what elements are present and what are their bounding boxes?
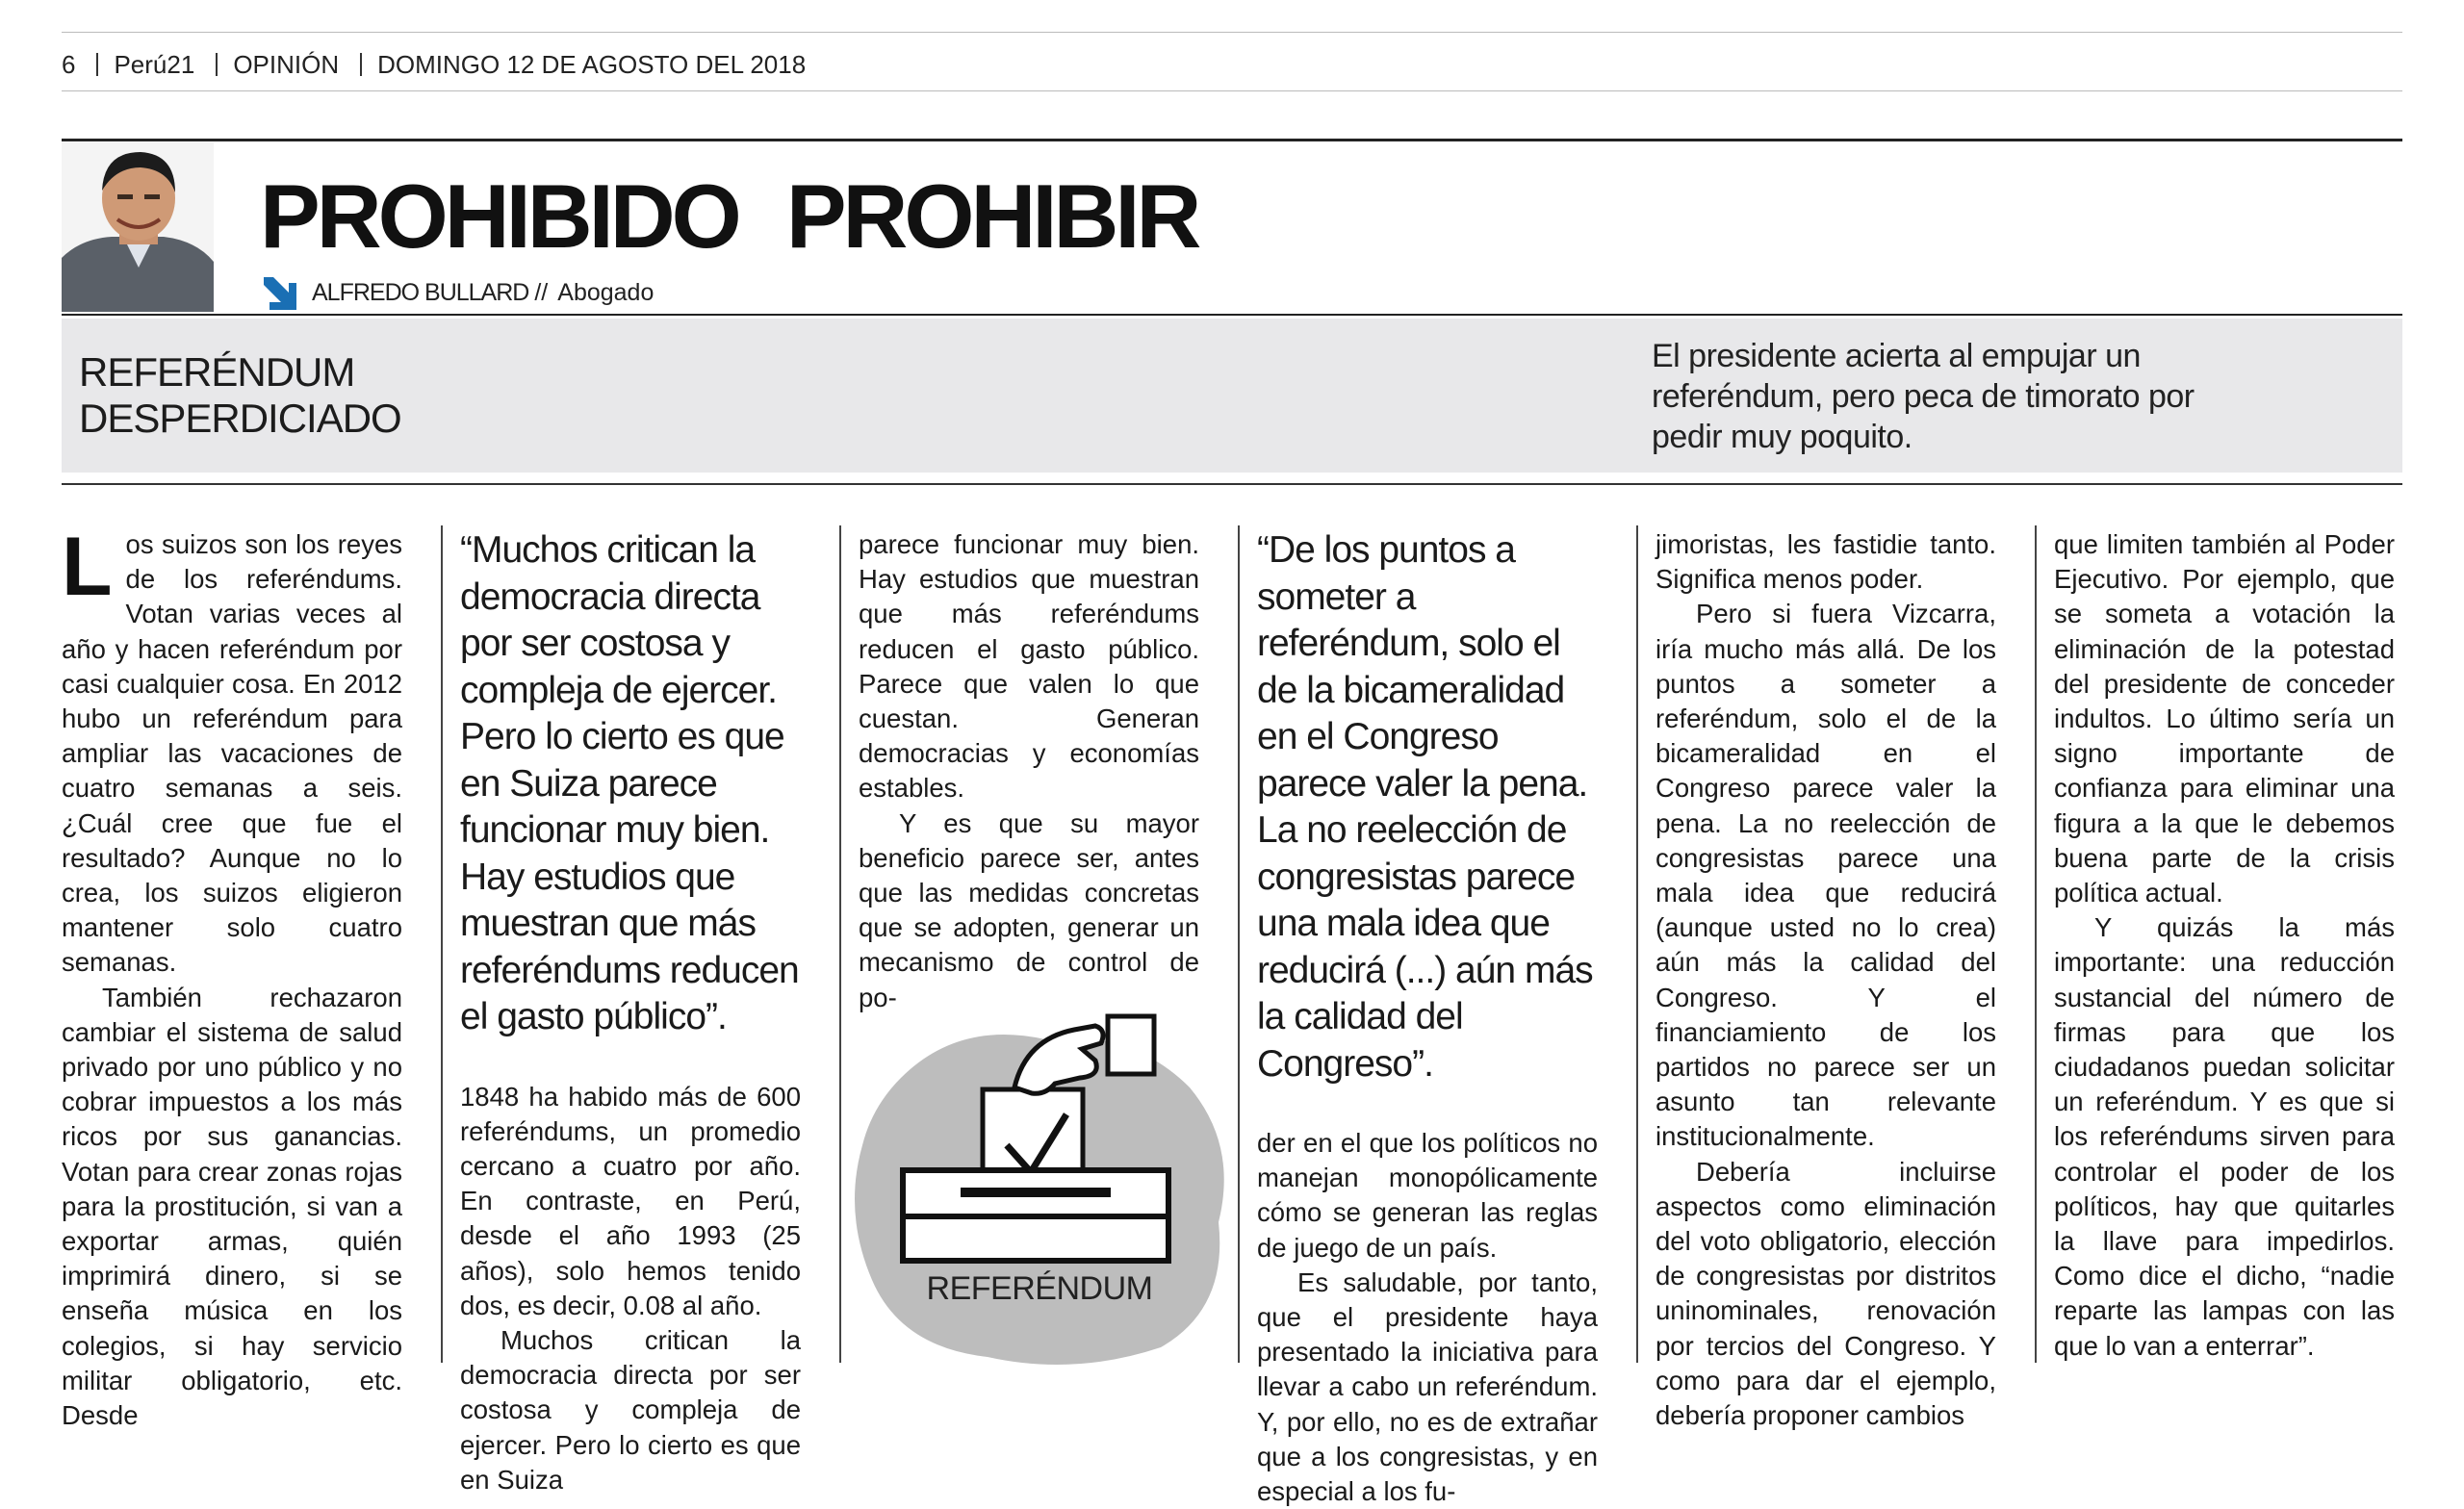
section-name: OPINIÓN [233,49,340,79]
paragraph: parece funcionar muy bien. Hay estudios que muestran que más referéndums reducen el gasto público. Parece que valen lo que cuestan. Generan democracias y economías estables. [859,529,1199,804]
pull-quote: “Muchos critican la democracia directa por ser costosa y compleja de ejercer. Pero lo cierto es que en Suiza parece funcionar muy bien. Hay estudios que muestran que más referéndums reducen el gasto público”. [460,529,799,1037]
folio-separator [216,53,218,76]
article-headline [79,349,401,442]
headline-band [62,319,2402,473]
referendum-illustration [843,1001,1236,1368]
ballot-box-icon [843,1001,1236,1368]
author-role: Abogado [557,278,654,306]
paragraph: Muchos critican la democracia directa por ser costosa y compleja de ejercer. Pero lo cierto es que en Suiza [460,1324,801,1495]
text-column-6 [2054,527,2395,1364]
text-column-5 [1656,527,1996,1433]
author-photo [62,142,214,312]
issue-date: DOMINGO 12 DE AGOSTO DEL 2018 [377,49,807,79]
paragraph: der en el que los políticos no manejan monopólicamente cómo se generan las reglas de juego de un país. [1257,1128,1598,1263]
paragraph: Y es que su mayor beneficio parece ser, antes que las medidas concretas que se adopten, generar un mecanismo de control de po- [859,807,1199,1012]
column-divider [441,525,443,1363]
paragraph: Y quizás la más importante: una reducción sustancial del número de firmas para que los ciudadanos puedan solicitar un referéndum. Y es que si los referéndums sirven para controlar el poder de los políticos, hay que quitarles la llave para impedirlos. Como dice el dicho, “nadie reparte las lampas con las que lo van a enterrar”. [2054,912,2395,1361]
text-column-1 [62,521,402,1433]
paragraph: Pero si fuera Vizcarra, iría mucho más allá. De los puntos a someter a referéndum, solo el de la bicameralidad en el Congreso parece valer la pena. La no reelección de congresistas parece una mala idea que reducirá (aunque usted no lo crea) aún más la calidad del Congreso. Y el financiamiento de los partidos no parece ser un asunto tan relevante institucionalmente. [1656,599,1996,1152]
illustration-label: REFERÉNDUM [926,1270,1153,1307]
pull-quote: “De los puntos a someter a referéndum, solo el de la bicameralidad en el Congreso parece valer la pena. La no reelección de congresistas parece una mala idea que reducirá (...) aún más la calidad del Congreso”. [1257,529,1593,1085]
author-name: ALFREDO BULLARD [312,278,529,306]
paragraph: que limiten también al Poder Ejecutivo. Por ejemplo, que se someta a votación la eliminación de la potestad del presidente de conceder indultos. Lo último sería un signo importante de confianza para eliminar una figura a la que le debemos buena parte de la crisis política actual. [2054,529,2395,908]
author-portrait-icon [62,142,214,312]
paragraph: También rechazaron cambiar el sistema de salud privado por uno público y no cobrar impuestos a los más ricos por sus ganancias. Votan para crear zonas rojas para la prostitución, si van a exportar armas, quién imprimirá dinero, si se enseña música en los colegios, si hay servicio militar obligatorio, etc. Desde [62,982,402,1431]
byline [260,276,654,309]
paragraph: jimoristas, les fastidie tanto. Significa menos poder. [1656,529,1996,595]
top-rule [62,32,2402,33]
folio-bar [62,44,2402,85]
header-rule [62,139,2402,141]
page-number: 6 [62,49,76,79]
paragraph: Es saludable, por tanto, que el presidente haya presentado la iniciativa para llevar a cabo un referéndum. Y, por ello, no es de extrañar que a los congresistas, y en especial a los fu- [1257,1266,1598,1507]
text-column-2 [460,527,801,1497]
folio-separator [360,53,362,76]
article-dek: El presidente acierta al empujar un referéndum, pero peca de timorato por pedir muy poquito. [1652,338,2194,455]
headline-line: DESPERDICIADO [79,396,401,441]
column-divider [839,525,841,1363]
band-top-rule [62,314,2402,316]
column-divider [1238,525,1240,1363]
publication-name: Perú21 [114,49,195,79]
column-divider [2035,525,2037,1363]
paragraph: 1848 ha habido más de 600 referéndums, un promedio cercano a cuatro por año. En contraste, en Perú, desde el año 1993 (25 años), solo hemos tenido dos, es decir, 0.08 al año. [460,1081,801,1320]
headline-line: REFERÉNDUM [79,349,355,395]
folio-separator [96,53,98,76]
paragraph: os suizos son los reyes de los referéndums. Votan varias veces al año y hacen referéndum por casi cualquier cosa. En 2012 hubo un referéndum para ampliar las vacaciones de cuatro semanas a seis. ¿Cuál cree que fue el resultado? Aunque no lo crea, los suizos eligieron mantener solo cuatro semanas. [62,529,402,978]
column-divider [1636,525,1638,1363]
band-bottom-rule [62,483,2402,485]
text-column-4 [1257,527,1598,1509]
paragraph: Debería incluirse aspectos como eliminación del voto obligatorio, elección de congresistas por distritos uninominales, renovación por tercios del Congreso. Y como para dar el ejemplo, debería proponer cambios [1656,1156,1996,1431]
down-right-arrow-icon [260,273,298,312]
byline-separator: // [534,278,549,306]
drop-cap: L [62,521,113,613]
column-title: PROHIBIDO PROHIBIR [260,166,1198,267]
folio-rule [62,90,2402,91]
text-column-3 [859,527,1199,1015]
